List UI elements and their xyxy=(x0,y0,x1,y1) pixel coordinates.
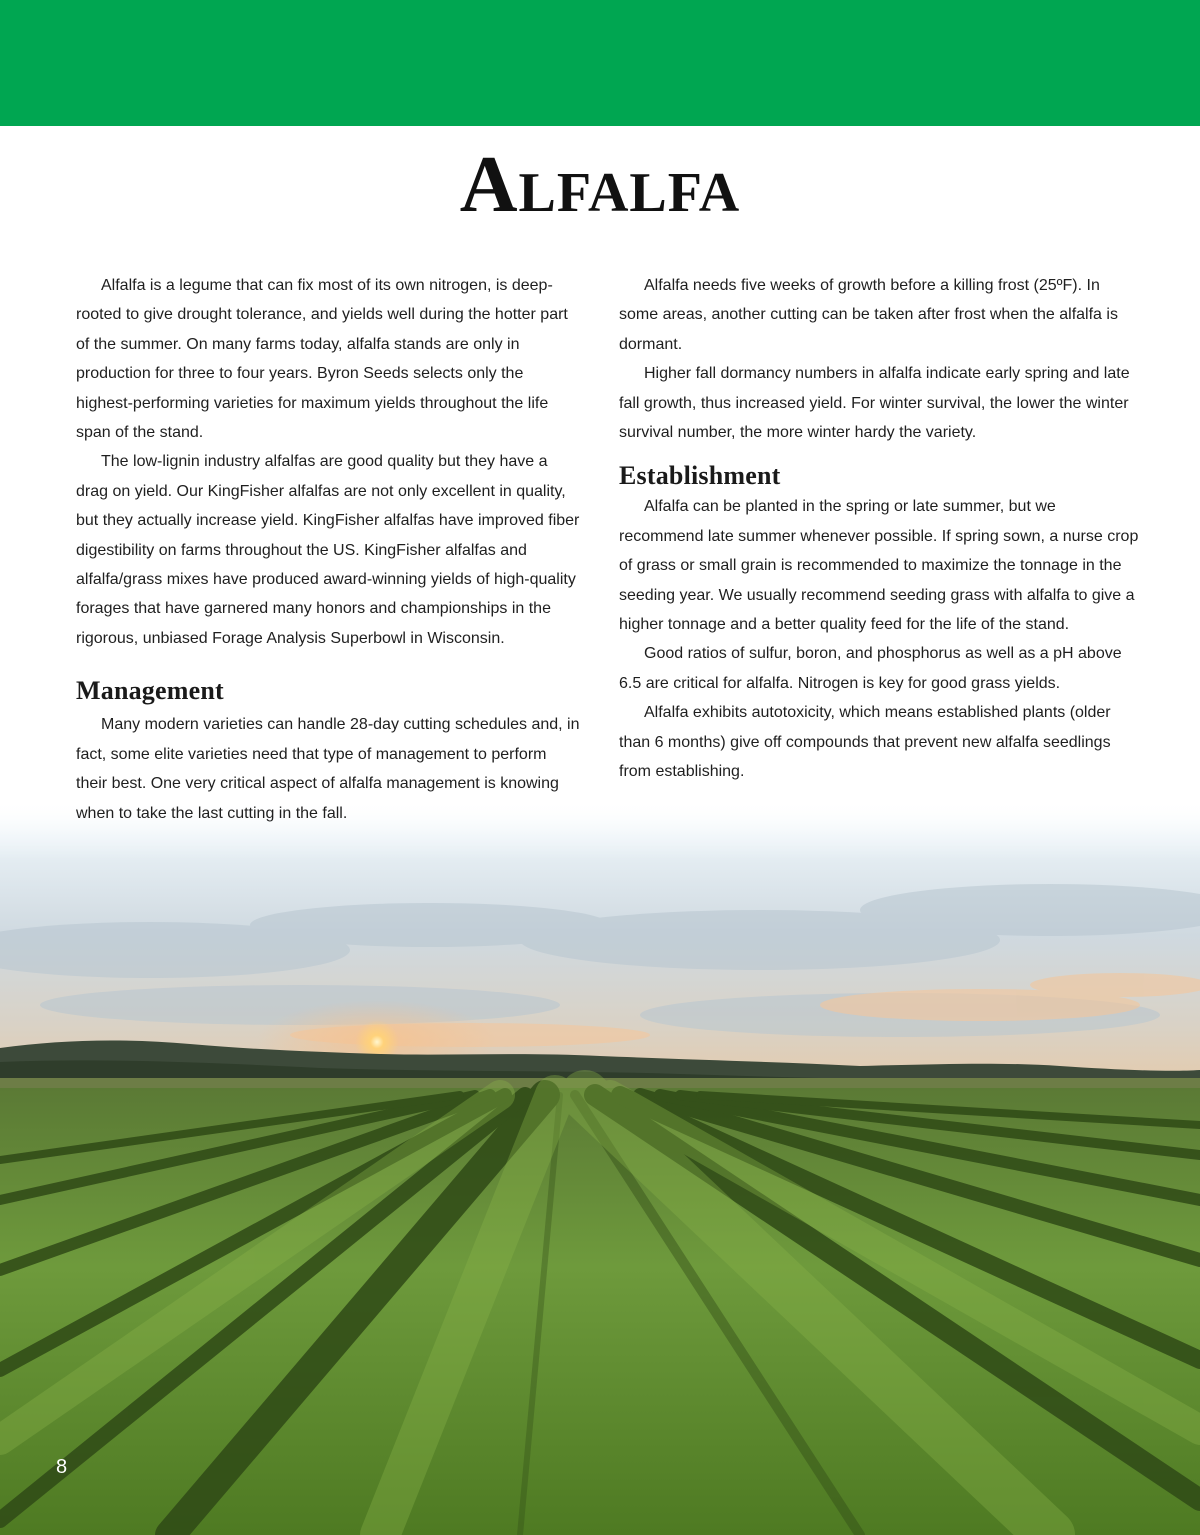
paragraph: The low-lignin industry alfalfas are good quality but they have a drag on yield. Our KingFisher alfalfas are not only excellent in quality, but they actually increase yield. KingFisher alfalfas have improved fiber digestibility on farms throughout the US. KingFisher alfalfas and alfalfa/grass mixes have produced award-winning yields of high-quality forages that have garnered many honors and championships in the rigorous, unbiased Forage Analysis Superbowl in Wisconsin. xyxy=(76,453,580,647)
page-number: 8 xyxy=(56,1456,68,1478)
paragraph: Alfalfa exhibits autotoxicity, which means established plants (older than 6 months) give off compounds that prevent new alfalfa seedlings from establishing. xyxy=(619,704,1111,781)
paragraph: Good ratios of sulfur, boron, and phosphorus as well as a pH above 6.5 are critical for alfalfa. Nitrogen is key for good grass yields. xyxy=(619,645,1122,692)
paragraph: Alfalfa is a legume that can fix most of its own nitrogen, is deep-rooted to give drought tolerance, and yields well during the hotter part of the summer. On many farms today, alfalfa stands are only in production for three to four years. Byron Seeds selects only the highest-performing varieties for maximum yields throughout the life span of the stand. xyxy=(76,277,568,442)
paragraph: Many modern varieties can handle 28-day cutting schedules and, in fact, some elite varieties need that type of management to perform their best. One very critical aspect of alfalfa management is knowing when to take the last cutting in the fall. xyxy=(76,716,580,822)
page-title: Alfalfa xyxy=(459,141,741,229)
alfalfa-field-sunset-photo xyxy=(0,800,1200,1535)
management-heading: Management xyxy=(76,676,224,706)
paragraph: Higher fall dormancy numbers in alfalfa indicate early spring and late fall growth, thus increased yield. For winter survival, the lower the winter survival number, the more winter hardy the variety. xyxy=(619,365,1130,442)
right-column xyxy=(619,271,1139,787)
left-column xyxy=(76,271,580,828)
header-band xyxy=(0,0,1200,126)
paragraph: Alfalfa can be planted in the spring or late summer, but we recommend late summer whenever possible. If spring sown, a nurse crop of grass or small grain is recommended to maximize the tonnage in the seeding year. We usually recommend seeding grass with alfalfa to give a higher tonnage and a better quality feed for the life of the stand. xyxy=(619,498,1139,634)
paragraph: Alfalfa needs five weeks of growth before a killing frost (25ºF). In some areas, another cutting can be taken after frost when the alfalfa is dormant. xyxy=(619,277,1118,353)
establishment-heading: Establishment xyxy=(619,461,781,491)
